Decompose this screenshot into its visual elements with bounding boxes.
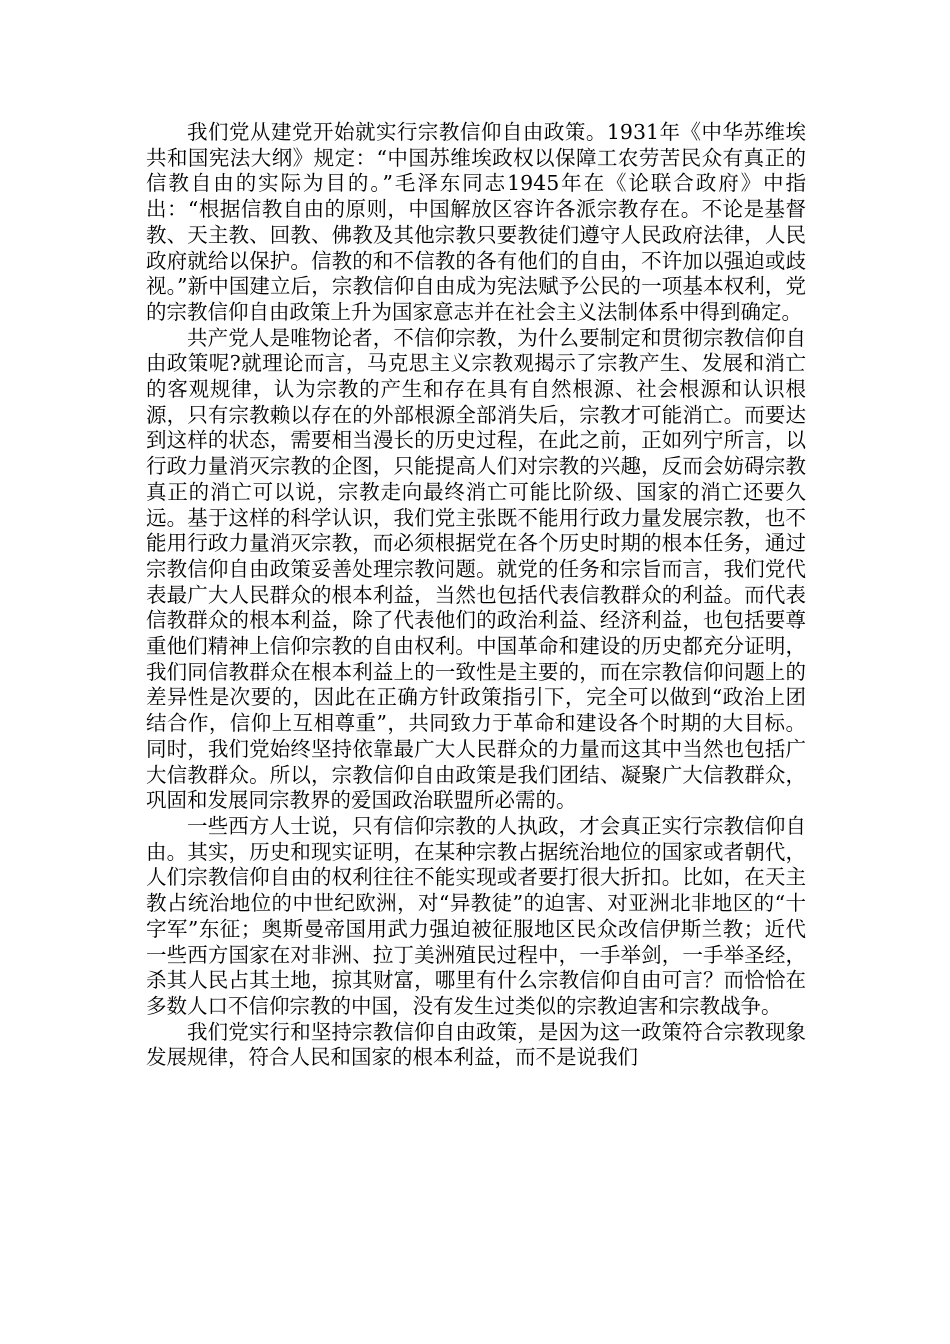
- paragraph-policy-reason: 我们党实行和坚持宗教信仰自由政策，是因为这一政策符合宗教现象发展规律，符合人民和国家的根本利益，而不是说我们: [146, 1019, 806, 1070]
- document-body: [146, 120, 806, 1071]
- paragraph-religious-freedom-history: 我们党从建党开始就实行宗教信仰自由政策。1931年《中华苏维埃共和国宪法大纲》规定：“中国苏维埃政权以保障工农劳苦民众有真正的信教自由的实际为目的。”毛泽东同志1945年在《论联合政府》中指出：“根据信教自由的原则，中国解放区容许各派宗教存在。不论是基督教、天主教、回教、佛教及其他宗教只要教徒们遵守人民政府法律，人民政府就给以保护。信教的和不信教的各有他们的自由，不许加以强迫或歧视。”新中国建立后，宗教信仰自由成为宪法赋予公民的一项基本权利，党的宗教信仰自由政策上升为国家意志并在社会主义法制体系中得到确定。: [146, 120, 806, 324]
- paragraph-western-claims: 一些西方人士说，只有信仰宗教的人执政，才会真正实行宗教信仰自由。其实，历史和现实证明，在某种宗教占据统治地位的国家或者朝代，人们宗教信仰自由的权利往往不能实现或者要打很大折扣。比如，在天主教占统治地位的中世纪欧洲，对“异教徒”的迫害、对亚洲北非地区的“十字军”东征；奥斯曼帝国用武力强迫被征服地区民众改信伊斯兰教；近代一些西方国家在对非洲、拉丁美洲殖民过程中，一手举剑，一手举圣经，杀其人民占其土地，掠其财富，哪里有什么宗教信仰自由可言？而恰恰在多数人口不信仰宗教的中国，没有发生过类似的宗教迫害和宗教战争。: [146, 813, 806, 1018]
- paragraph-why-policy: 共产党人是唯物论者，不信仰宗教，为什么要制定和贯彻宗教信仰自由政策呢?就理论而言，马克思主义宗教观揭示了宗教产生、发展和消亡的客观规律，认为宗教的产生和存在具有自然根源、社会根源和认识根源，只有宗教赖以存在的外部根源全部消失后，宗教才可能消亡。而要达到这样的状态，需要相当漫长的历史过程，在此之前，正如列宁所言，以行政力量消灭宗教的企图，只能提高人们对宗教的兴趣，反而会妨碍宗教真正的消亡可以说，宗教走向最终消亡可能比阶级、国家的消亡还要久远。基于这样的科学认识，我们党主张既不能用行政力量发展宗教，也不能用行政力量消灭宗教，而必须根据党在各个历史时期的根本任务，通过宗教信仰自由政策妥善处理宗教问题。就党的任务和宗旨而言，我们党代表最广大人民群众的根本利益，当然也包括代表信教群众的利益。而代表信教群众的根本利益，除了代表他们的政治利益、经济利益，也包括要尊重他们精神上信仰宗教的自由权利。中国革命和建设的历史都充分证明，我们同信教群众在根本利益上的一致性是主要的，而在宗教信仰问题上的差异性是次要的，因此在正确方针政策指引下，完全可以做到“政治上团结合作，信仰上互相尊重”，共同致力于革命和建设各个时期的大目标。同时，我们党始终坚持依靠最广大人民群众的力量而这其中当然也包括广大信教群众。所以，宗教信仰自由政策是我们团结、凝聚广大信教群众，巩固和发展同宗教界的爱国政治联盟所必需的。: [146, 325, 806, 813]
